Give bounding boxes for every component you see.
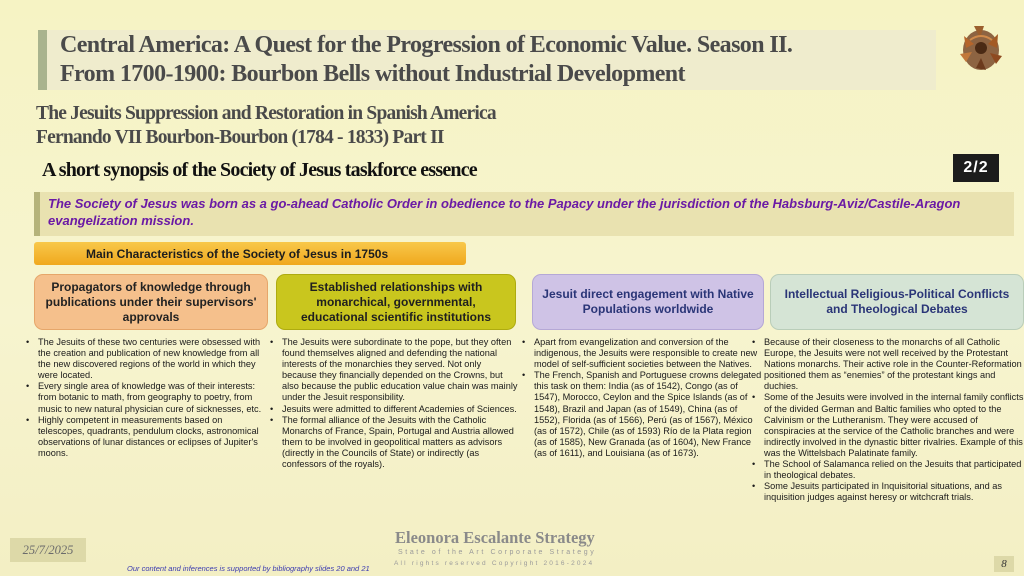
intro-band: [34, 192, 1014, 236]
intro-text: The Society of Jesus was born as a go-ahead Catholic Order in obedience to the Papacy under the jurisdiction of the Habsburg-Aviz/Castile-Aragon evangelization mission.: [48, 196, 961, 228]
bullet-item: • Because of their closeness to the monarchs of all Catholic Europe, the Jesuits were not well received by the Protestant Nations monarchs. Their active role in the Counter-Reformation positioned them as “enemies” of the protestant kings and duchies.: [750, 337, 1024, 392]
bullet-item: • The formal alliance of the Jesuits with the Catholic Monarchs of France, Spain, Portugal and Austria allowed them to be involved in geopolitical matters as advisors (directly in the Councils of State) or indirectly (as confessors of the royals).: [268, 415, 518, 470]
bullet-item: • Some of the Jesuits were involved in the internal family conflicts of the divided German and Baltic families who opted to the Calvinism or the Lutheranism. They were accused of conspiracies at the service of the Catholic branches and were indirectly involved in the dynastic bitter rivalries. Example of this was the Wittelsbach Palatinate family.: [750, 392, 1024, 459]
subtitle-line-2: Fernando VII Bourbon-Bourbon (1784 - 1833) Part II: [36, 127, 444, 148]
category-header-conflicts: Intellectual Religious-Political Conflicts and Theological Debates: [770, 274, 1024, 330]
bullet-column-knowledge: [24, 337, 264, 459]
slide-number: 8: [994, 556, 1014, 572]
main-title-line-1: Central America: A Quest for the Progression of Economic Value. Season II.: [60, 32, 793, 58]
main-title-line-2: From 1700-1900: Bourbon Bells without Industrial Development: [60, 61, 685, 87]
brand-tagline: State of the Art Corporate Strategy: [398, 549, 597, 556]
bullet-item: • The Jesuits were subordinate to the pope, but they often found themselves aligned and defending the national interests of the monarchies they served. Not only because they financially depended on the Crowns, but also because the public education value chain was mainly under the Jesuit responsibility.: [268, 337, 518, 404]
bullet-item: • Highly competent in measurements based on telescopes, quadrants, pendulum clocks, astronomical observations of lunar distances or eclipses of Jupiter's moons.: [24, 415, 264, 459]
brand-copyright: All rights reserved Copyright 2016-2024: [394, 560, 595, 567]
bullet-item: • The School of Salamanca relied on the Jesuits that participated in theological debates.: [750, 459, 1024, 481]
bibliography-note: Our content and inferences is supported by bibliography slides 20 and 21: [127, 564, 370, 573]
bullet-item: • Every single area of knowledge was of their interests: from botanic to math, from geography to poetry, from music to new natural physician cure of sicknesses, etc.: [24, 381, 264, 414]
bullet-item: • Apart from evangelization and conversion of the indigenous, the Jesuits were responsible to create new model of self-sufficient societies between the Natives.: [520, 337, 764, 370]
bullet-item: • The French, Spanish and Portuguese crowns delegated this task on them: India (as of 1542), Congo (as of 1547), Morocco, Ceylon and the Spice Islands (as of 1548), Brazil and Japan (as of 1549), China (as of 1552), Florida (as of 1566), Perú (as of 1567), México (as of 1572), Chile (as of 1593) Río de la Plata region (as of 1585), New Granada (as of 1604), New France (as of 1611), and Louisiana (as of 1673).: [520, 370, 764, 459]
slide-date: 25/7/2025: [10, 538, 86, 562]
bullet-item: • Jesuits were admitted to different Academies of Sciences.: [268, 404, 518, 415]
characteristics-label: Main Characteristics of the Society of Jesus in 1750s: [34, 242, 466, 265]
category-header-relationships: Established relationships with monarchical, governmental, educational scientific institutions: [276, 274, 516, 330]
synopsis-title: A short synopsis of the Society of Jesus taskforce essence: [42, 159, 477, 181]
autumn-leaves-emblem-icon: [952, 18, 1010, 78]
bullet-column-relationships: [268, 337, 518, 470]
bullet-column-native-engagement: [520, 337, 764, 459]
category-header-native-engagement: Jesuit direct engagement with Native Populations worldwide: [532, 274, 764, 330]
subtitle-line-1: The Jesuits Suppression and Restoration in Spanish America: [36, 103, 496, 124]
bullet-item: • Some Jesuits participated in Inquisitorial situations, and as inquisition judges against heresy or witchcraft trials.: [750, 481, 1024, 503]
bullet-column-conflicts: [750, 337, 1024, 503]
category-header-knowledge: Propagators of knowledge through publications under their supervisors' approvals: [34, 274, 268, 330]
page-indicator: 2/2: [953, 154, 999, 182]
bullet-item: • The Jesuits of these two centuries were obsessed with the creation and publication of new knowledge from all the new discovered regions of the world in which they were located.: [24, 337, 264, 381]
brand-name: Eleonora Escalante Strategy: [395, 528, 595, 547]
